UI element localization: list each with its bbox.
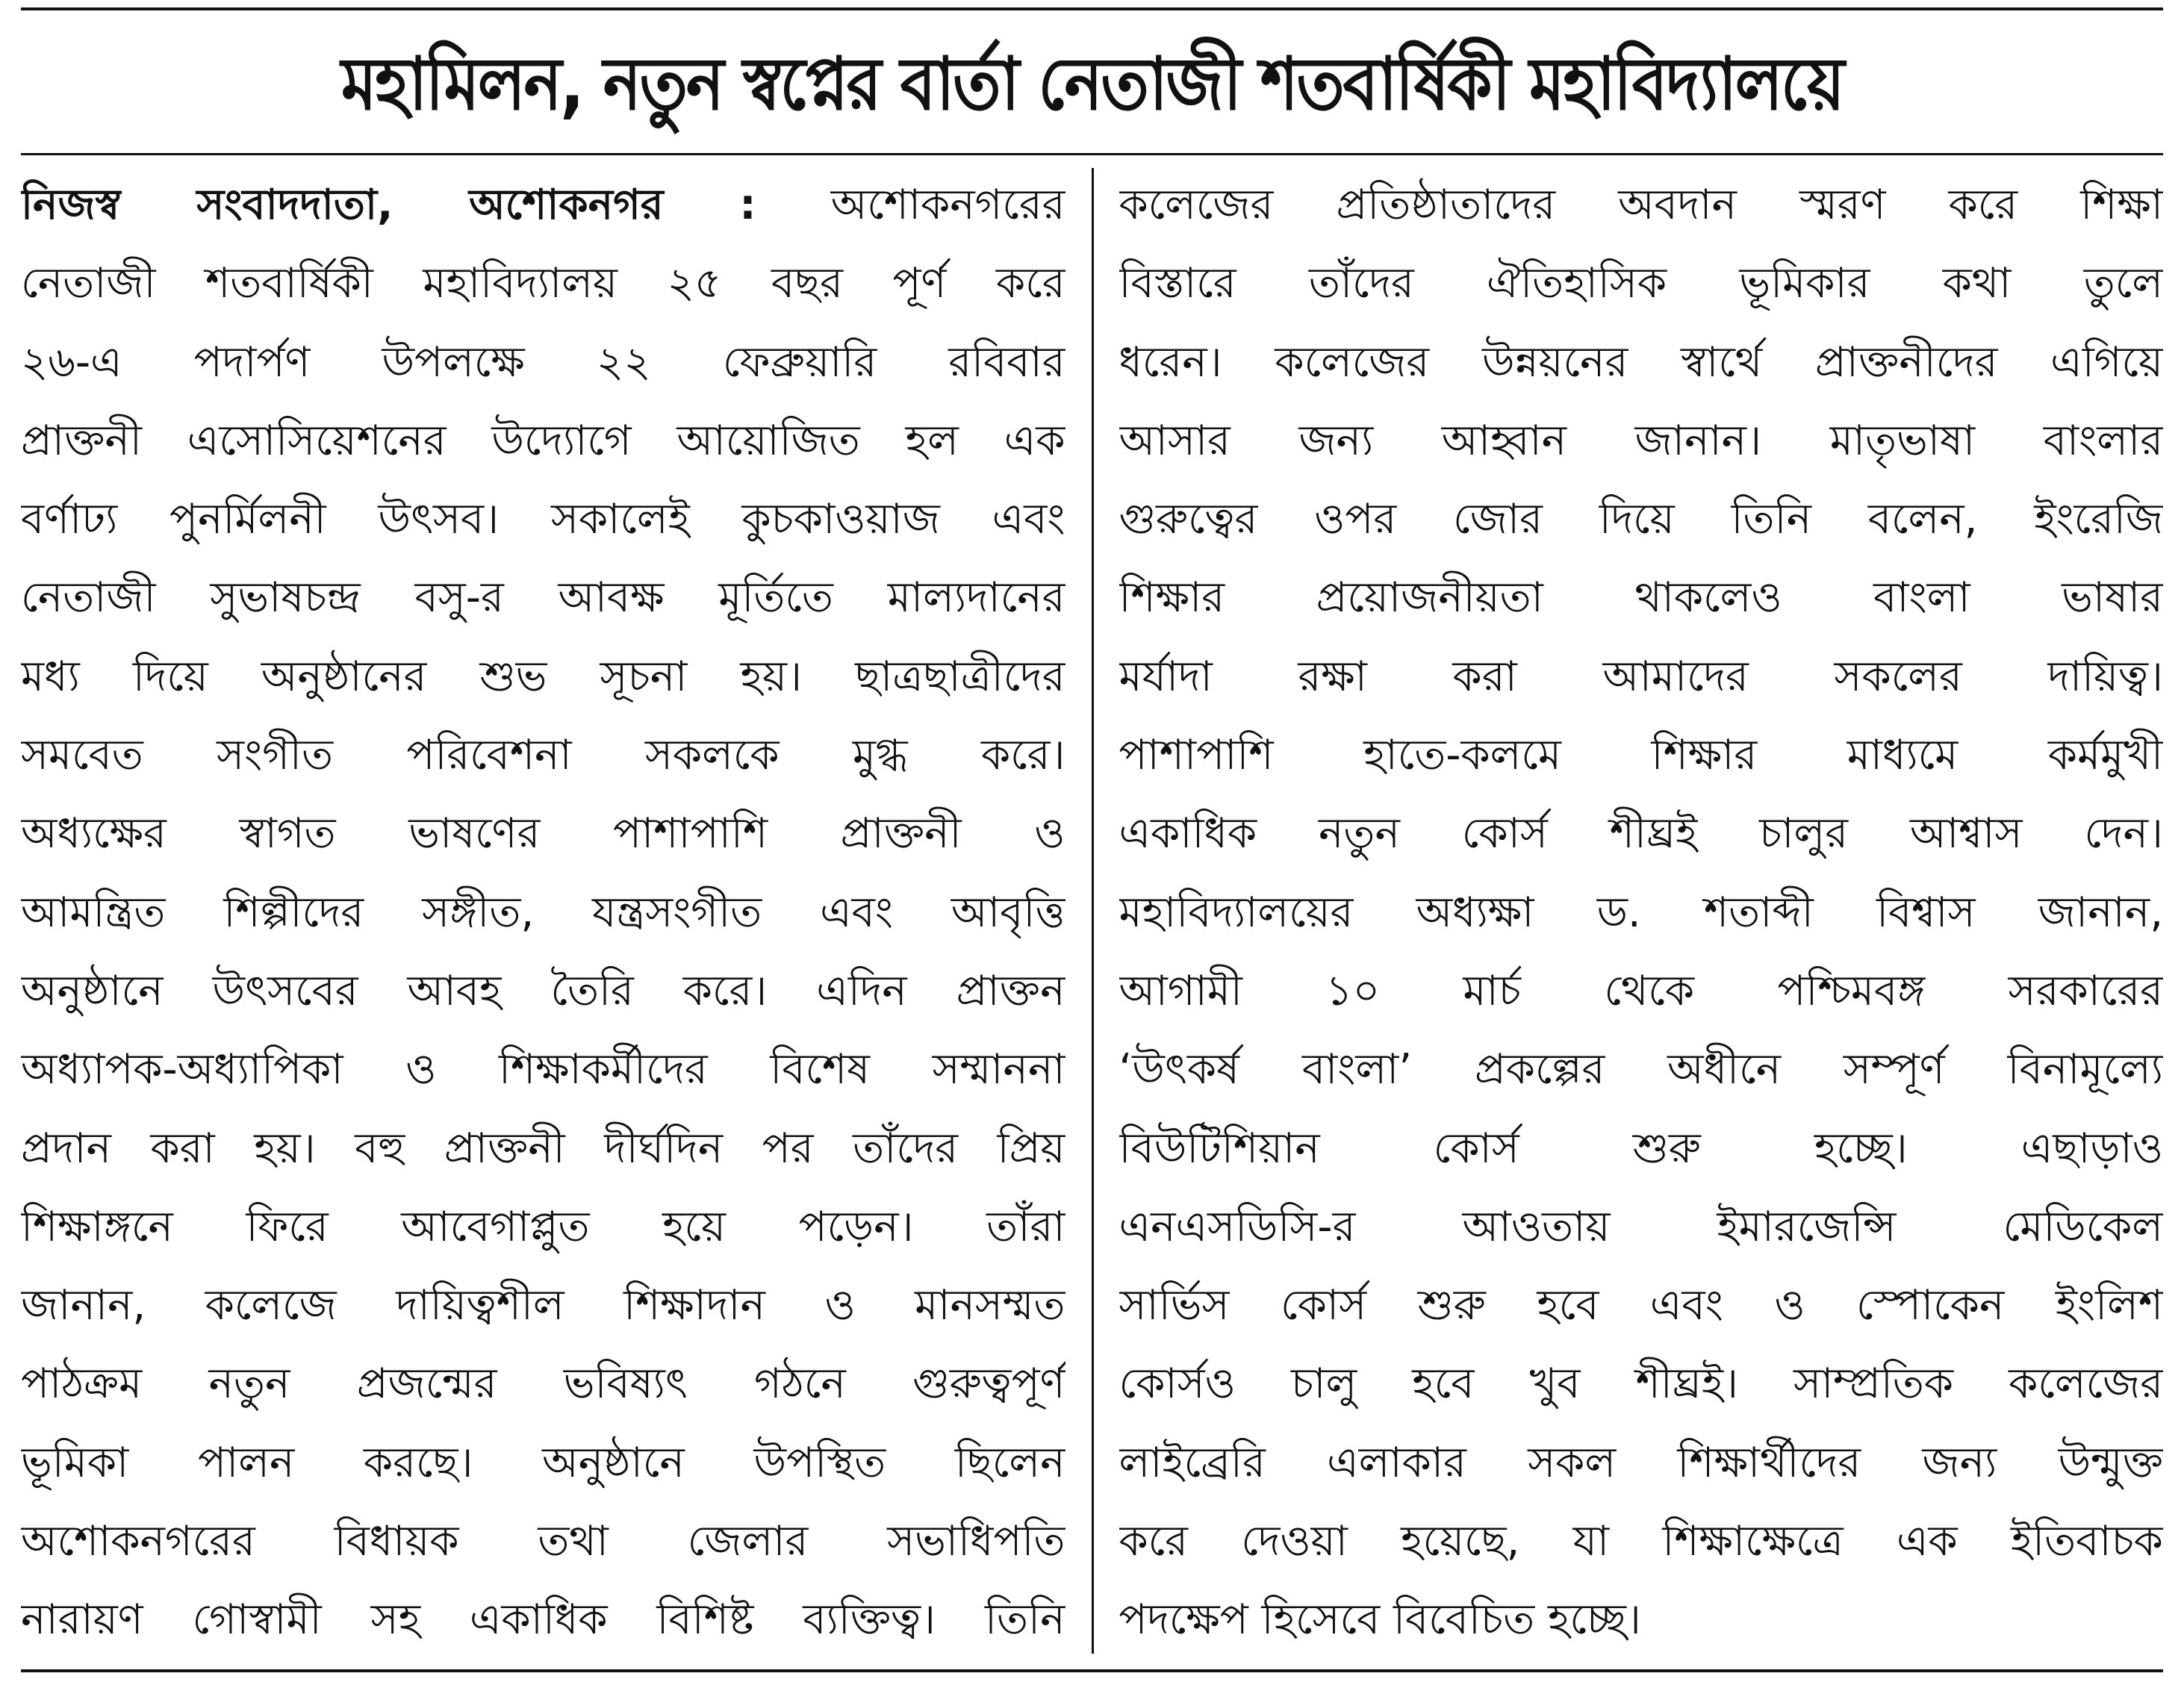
body-line: সার্ভিস কোর্স শুরু হবে এবং ও স্পোকেন ইংলিশ [1119,1281,2163,1330]
body-line: আমন্ত্রিত শিল্পীদের সঙ্গীত, যন্ত্রসংগীত এবং আবৃত্তি [21,888,1065,937]
body-line: শিক্ষার প্রয়োজনীয়তা থাকলেও বাংলা ভাষার [1119,573,2163,623]
body-line [21,166,1065,244]
body-line: কলেজের প্রতিষ্ঠাতাদের অবদান স্মরণ করে শিক্ষা [1119,181,2163,229]
body-line: ২৬-এ পদার্পণ উপলক্ষে ২২ ফেব্রুয়ারি রবিবার [21,337,1065,387]
body-line: প্রদান করা হয়। বহু প্রাক্তনী দীর্ঘদিন পর তাঁদের প্রিয় [21,1124,1065,1173]
body-line: পদক্ষেপ হিসেবে বিবেচিত হচ্ছে। [1119,1595,1641,1645]
body-line: প্রাক্তনী এসোসিয়েশনের উদ্যোগে আয়োজিত হল এক [21,416,1065,465]
left-column [21,166,1065,1660]
body-line: ভূমিকা পালন করছে। অনুষ্ঠানে উপস্থিত ছিলেন [21,1438,1065,1487]
body-line: গুরুত্বের ওপর জোর দিয়ে তিনি বলেন, ইংরেজি [1119,495,2163,544]
body-line: জানান, কলেজে দায়িত্বশীল শিক্ষাদান ও মানসম্মত [21,1281,1065,1330]
body-line: এনএসডিসি-র আওতায় ইমারজেন্সি মেডিকেল [1119,1202,2163,1251]
body-text: অশোকনগরের [756,181,1065,229]
body-line: অধ্যক্ষের স্বাগত ভাষণের পাশাপাশি প্রাক্তনী ও [21,809,1065,859]
body-line: শিক্ষাঙ্গনে ফিরে আবেগাপ্লুত হয়ে পড়েন। তাঁরা [21,1202,1065,1251]
right-column [1119,166,2164,1660]
body-line: মহাবিদ্যালয়ের অধ্যক্ষা ড. শতাব্দী বিশ্বাস জানান, [1119,888,2163,937]
dateline: নিজস্ব সংবাদদাতা, অশোকনগর : [21,181,756,229]
body-line: লাইব্রেরি এলাকার সকল শিক্ষার্থীদের জন্য উন্মুক্ত [1119,1438,2163,1487]
body-line: অধ্যাপক-অধ্যাপিকা ও শিক্ষাকর্মীদের বিশেষ সম্মাননা [21,1045,1065,1094]
body-line: আগামী ১০ মার্চ থেকে পশ্চিমবঙ্গ সরকারের [1119,966,2163,1015]
body-line: আসার জন্য আহ্বান জানান। মাতৃভাষা বাংলার [1119,416,2163,465]
body-line: একাধিক নতুন কোর্স শীঘ্রই চালুর আশ্বাস দেন। [1119,809,2163,859]
body-line: বিস্তারে তাঁদের ঐতিহাসিক ভূমিকার কথা তুলে [1119,259,2163,308]
body-line: মর্যাদা রক্ষা করা আমাদের সকলের দায়িত্ব। [1119,652,2163,701]
body-line: কোর্সও চালু হবে খুব শীঘ্রই। সাম্প্রতিক কলেজের [1119,1360,2163,1409]
body-line: অনুষ্ঠানে উৎসবের আবহ তৈরি করে। এদিন প্রাক্তন [21,966,1065,1015]
body-line: বিউটিশিয়ান কোর্স শুরু হচ্ছে। এছাড়াও [1119,1124,2163,1173]
body-line: নেতাজী শতবার্ষিকী মহাবিদ্যালয় ২৫ বছর পূর্ণ করে [21,259,1065,308]
article-body [21,166,2163,1659]
body-line: বর্ণাঢ্য পুনর্মিলনী উৎসব। সকালেই কুচকাওয়াজ এবং [21,495,1065,544]
top-rule [21,7,2163,10]
headline-rule [21,153,2163,155]
body-line: মধ্য দিয়ে অনুষ্ঠানের শুভ সূচনা হয়। ছাত্রছাত্রীদের [21,652,1065,701]
body-line: ‘উৎকর্ষ বাংলা’ প্রকল্পের অধীনে সম্পূর্ণ বিনামূল্যে [1119,1045,2163,1094]
body-line: নারায়ণ গোস্বামী সহ একাধিক বিশিষ্ট ব্যক্তিত্ব। তিনি [21,1595,1065,1645]
body-line: ধরেন। কলেজের উন্নয়নের স্বার্থে প্রাক্তনীদের এগিয়ে [1119,337,2163,387]
body-line: নেতাজী সুভাষচন্দ্র বসু-র আবক্ষ মূর্তিতে মাল্যদানের [21,573,1065,623]
body-line: অশোকনগরের বিধায়ক তথা জেলার সভাধিপতি [21,1517,1065,1566]
body-line: করে দেওয়া হয়েছে, যা শিক্ষাক্ষেত্রে এক ইতিবাচক [1119,1517,2163,1566]
body-line: পাশাপাশি হাতে-কলমে শিক্ষার মাধ্যমে কর্মমুখী [1119,731,2163,780]
body-line: পাঠক্রম নতুন প্রজন্মের ভবিষ্যৎ গঠনে গুরুত্বপূর্ণ [21,1360,1065,1409]
headline: মহামিলন, নতুন স্বপ্নের বার্তা নেতাজী শতবার্ষিকী মহাবিদ্যালয়ে [340,42,1844,127]
bottom-rule [21,1669,2163,1672]
body-line: সমবেত সংগীত পরিবেশনা সকলকে মুগ্ধ করে। [21,731,1065,780]
